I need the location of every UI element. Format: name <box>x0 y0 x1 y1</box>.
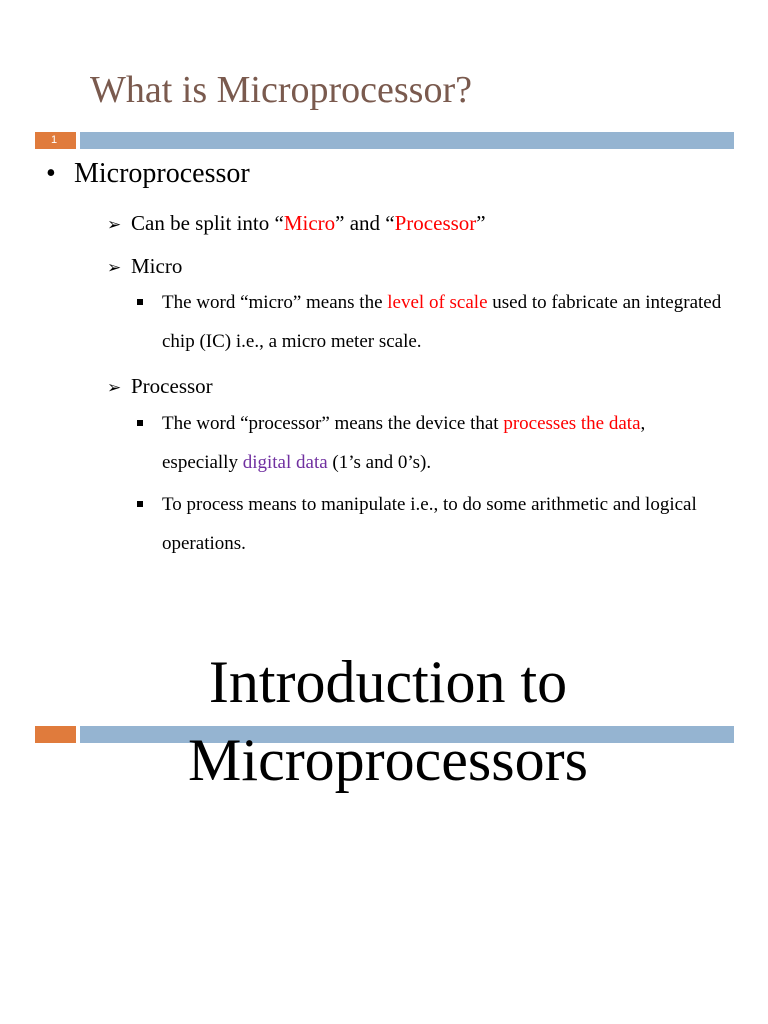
square-bullet-icon <box>137 299 143 305</box>
split-text-micro: Micro <box>283 211 336 235</box>
main-bullet-text: Microprocessor <box>74 158 250 189</box>
main-bullet <box>46 156 250 192</box>
bullet-icon: • <box>46 158 56 189</box>
processor-point-1 <box>162 404 722 482</box>
title-divider-bar <box>35 132 734 149</box>
processor-point1-pre: The word “processor” means the device that <box>162 413 504 434</box>
split-text-processor: Processor <box>394 211 477 235</box>
split-text-pre: Can be split into “ <box>131 211 284 235</box>
sub-bullet-micro <box>107 252 182 282</box>
cover-title <box>0 643 768 799</box>
cover-title-line1: Introduction to <box>208 649 568 715</box>
arrow-bullet-icon: ➢ <box>107 378 122 398</box>
square-bullet-icon <box>137 420 143 426</box>
processor-point1-highlight2: digital data <box>242 452 328 473</box>
slide-number: 1 <box>35 132 76 149</box>
micro-label: Micro <box>131 254 183 278</box>
split-text-mid: ” and “ <box>335 211 395 235</box>
micro-point-highlight: level of scale <box>387 292 488 313</box>
micro-point-post: used to fabricate an integrated chip (IC) i.e., a micro meter scale. <box>162 292 722 352</box>
processor-label: Processor <box>131 374 213 398</box>
processor-point1-post: (1’s and 0’s). <box>327 452 432 473</box>
processor-point2-text: To process means to manipulate i.e., to do some arithmetic and logical operations. <box>162 494 697 554</box>
arrow-bullet-icon: ➢ <box>107 258 122 278</box>
arrow-bullet-icon: ➢ <box>107 215 122 235</box>
micro-point-pre: The word “micro” means the <box>162 292 388 313</box>
slide-title: What is Microprocessor? <box>90 69 472 111</box>
processor-point1-mid: , especially <box>162 413 646 473</box>
micro-point <box>162 283 722 361</box>
divider-line <box>80 132 734 149</box>
processor-point-2 <box>162 485 722 563</box>
sub-bullet-processor <box>107 372 213 402</box>
processor-point1-highlight: processes the data <box>503 413 641 434</box>
cover-title-line2: Microprocessors <box>188 727 588 793</box>
split-text-post: ” <box>476 211 486 235</box>
square-bullet-icon <box>137 501 143 507</box>
sub-bullet-split <box>107 209 486 239</box>
